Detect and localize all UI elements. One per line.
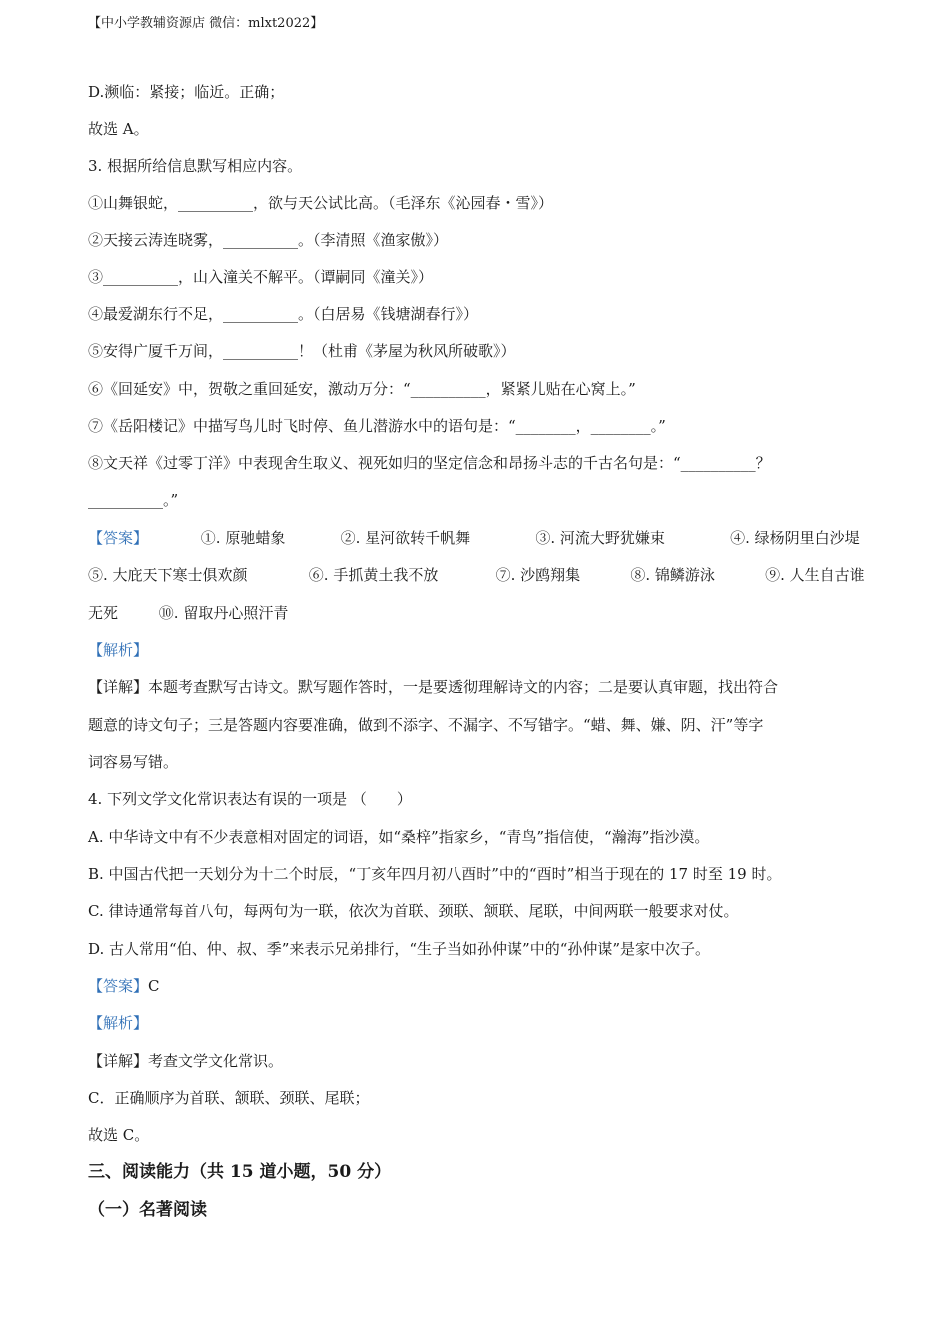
answer-item: ⑩. 留取丹心照汗青 <box>158 604 289 622</box>
q4-option-d: D. 古人常用“伯、仲、叔、季”来表示兄弟排行，“生子当如孙仲谋”中的“孙仲谋”是家中次子。 <box>88 940 711 958</box>
q3-item: ③__________，山入潼关不解平。（谭嗣同《潼关》） <box>88 268 434 286</box>
q3-item: ②天接云涛连晓雾，__________。（李清照《渔家傲》） <box>88 231 449 249</box>
q3-detail: 词容易写错。 <box>88 753 179 771</box>
q3-item: ①山舞银蛇，__________，欲与天公试比高。（毛泽东《沁园春・雪》） <box>88 194 554 212</box>
answer-item: ④. 绿杨阴里白沙堤 <box>730 529 860 547</box>
answer-item: ⑧. 锦鳞游泳 <box>630 566 715 584</box>
q4-option-b: B. 中国古代把一天划分为十二个时辰，“丁亥年四月初八酉时”中的“酉时”相当于现在的 17 时至 19 时。 <box>88 865 782 883</box>
q4-answer <box>88 976 888 996</box>
answer-label: 【答案】 <box>88 529 149 547</box>
q3-answer-row <box>88 565 888 585</box>
q3-answer-row <box>88 603 888 623</box>
answer-item: ⑤. 大庇天下寒士俱欢颜 <box>88 566 248 584</box>
q4-choose: 故选 C。 <box>88 1126 150 1144</box>
section-subtitle: （一）名著阅读 <box>88 1200 207 1220</box>
q4-option-a: A. 中华诗文中有不少表意相对固定的词语，如“桑梓”指家乡，“青鸟”指信使，“瀚海”指沙漠。 <box>88 828 710 846</box>
q3-item: ⑥《回延安》中，贺敬之重回延安，激动万分：“__________，紧紧儿贴在心窝上。” <box>88 380 636 398</box>
q3-item: ⑧文天祥《过零丁洋》中表现舍生取义、视死如归的坚定信念和昂扬斗志的千古名句是：“__________？ <box>88 454 771 472</box>
q2-choose: 故选 A。 <box>88 120 149 138</box>
answer-label: 【答案】 <box>88 977 149 995</box>
q4-option-c: C. 律诗通常每首八句，每两句为一联，依次为首联、颈联、颔联、尾联，中间两联一般要求对仗。 <box>88 902 739 920</box>
q4-detail: 【详解】考查文学文化常识。 <box>88 1052 284 1070</box>
q2-option-d: D.濒临：紧接；临近。正确； <box>88 83 285 101</box>
q3-item: ④最爱湖东行不足，__________。（白居易《钱塘湖春行》） <box>88 305 479 323</box>
q3-detail: 【详解】本题考查默写古诗文。默写题作答时，一是要透彻理解诗文的内容；二是要认真审题，找出符合 <box>88 678 779 696</box>
q3-item: __________。” <box>88 491 179 509</box>
q4-analysis-label: 【解析】 <box>88 1014 149 1032</box>
q3-answer-row <box>88 528 888 548</box>
page-header: 【中小学教辅资源店 微信：mlxt2022】 <box>88 16 324 31</box>
answer-item: ⑨. 人生自古谁 <box>765 566 865 584</box>
q4-correction: C．正确顺序为首联、颔联、颈联、尾联； <box>88 1089 370 1107</box>
q3-detail: 题意的诗文句子；三是答题内容要准确，做到不添字、不漏字、不写错字。“蜡、舞、嫌、阴、汗”等字 <box>88 716 764 734</box>
answer-item: 无死 <box>88 604 119 622</box>
q3-stem: 3. 根据所给信息默写相应内容。 <box>88 157 303 175</box>
answer-item: ⑦. 沙鸥翔集 <box>495 566 581 584</box>
answer-item: ②. 星河欲转千帆舞 <box>340 529 471 547</box>
answer-item: ③. 河流大野犹嫌束 <box>535 529 665 547</box>
answer-item: ①. 原驰蜡象 <box>200 529 286 547</box>
q3-item: ⑦《岳阳楼记》中描写鸟儿时飞时停、鱼儿潜游水中的语句是：“________，________。” <box>88 417 666 435</box>
answer-item: ⑥. 手抓黄土我不放 <box>308 566 439 584</box>
q4-stem: 4. 下列文学文化常识表达有误的一项是 （ ） <box>88 790 412 808</box>
q3-analysis-label: 【解析】 <box>88 641 149 659</box>
q3-item: ⑤安得广厦千万间，__________！（杜甫《茅屋为秋风所破歌》） <box>88 342 516 360</box>
answer-value: C <box>148 977 160 995</box>
section-title: 三、阅读能力（共 15 道小题，50 分） <box>88 1162 392 1182</box>
